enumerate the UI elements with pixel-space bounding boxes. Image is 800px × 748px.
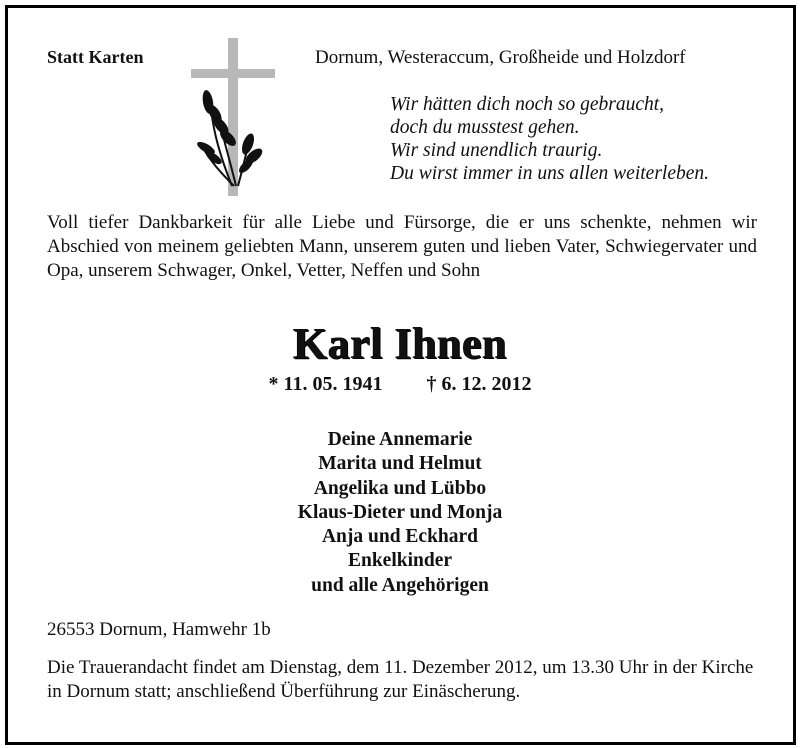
mourner-line: Anja und Eckhard <box>321 526 479 548</box>
mourner-line: Klaus-Dieter und Monja <box>297 501 503 523</box>
deceased-name: Karl Ihnen <box>292 319 508 368</box>
poem-line: Wir sind unendlich traurig. <box>390 140 603 161</box>
mourner-line: Enkelkinder <box>347 550 453 572</box>
poem <box>390 93 709 185</box>
poem-line: Wir hätten dich noch so gebraucht, <box>390 94 665 115</box>
cross-with-wheat-icon <box>188 36 280 198</box>
mourner-line: Marita und Helmut <box>318 453 482 475</box>
mourner-line: Angelika und Lübbo <box>313 477 487 499</box>
life-dates <box>0 373 800 396</box>
mourner-line: Deine Annemarie <box>327 429 473 450</box>
birth-date: * 11. 05. 1941 <box>268 373 383 395</box>
death-date: † 6. 12. 2012 <box>426 373 532 395</box>
poem-line: doch du musstest gehen. <box>390 117 580 138</box>
mourner-line: und alle Angehörigen <box>311 574 489 596</box>
intro-paragraph: Voll tiefer Dankbarkeit für alle Liebe und Fürsorge, die er uns schenkte, nehmen wir Abschied von meinem geliebten Mann, unserem guten und lieben Vater, Schwiegervater und Opa, unserem Schwager, Onkel, Vetter, Neffen und Sohn <box>47 212 757 281</box>
poem-line: Du wirst immer in uns allen weiterleben. <box>390 163 710 184</box>
service-info: Die Trauerandacht findet am Dienstag, dem 11. Dezember 2012, um 13.30 Uhr in der Kirche in Dornum statt; anschließend Überführung zur Einäscherung. <box>47 657 754 702</box>
statt-karten-label: Statt Karten <box>47 47 144 67</box>
mourners-list <box>0 428 800 598</box>
address: 26553 Dornum, Hamwehr 1b <box>47 619 271 640</box>
places-line: Dornum, Westeraccum, Großheide und Holzdorf <box>315 47 686 68</box>
